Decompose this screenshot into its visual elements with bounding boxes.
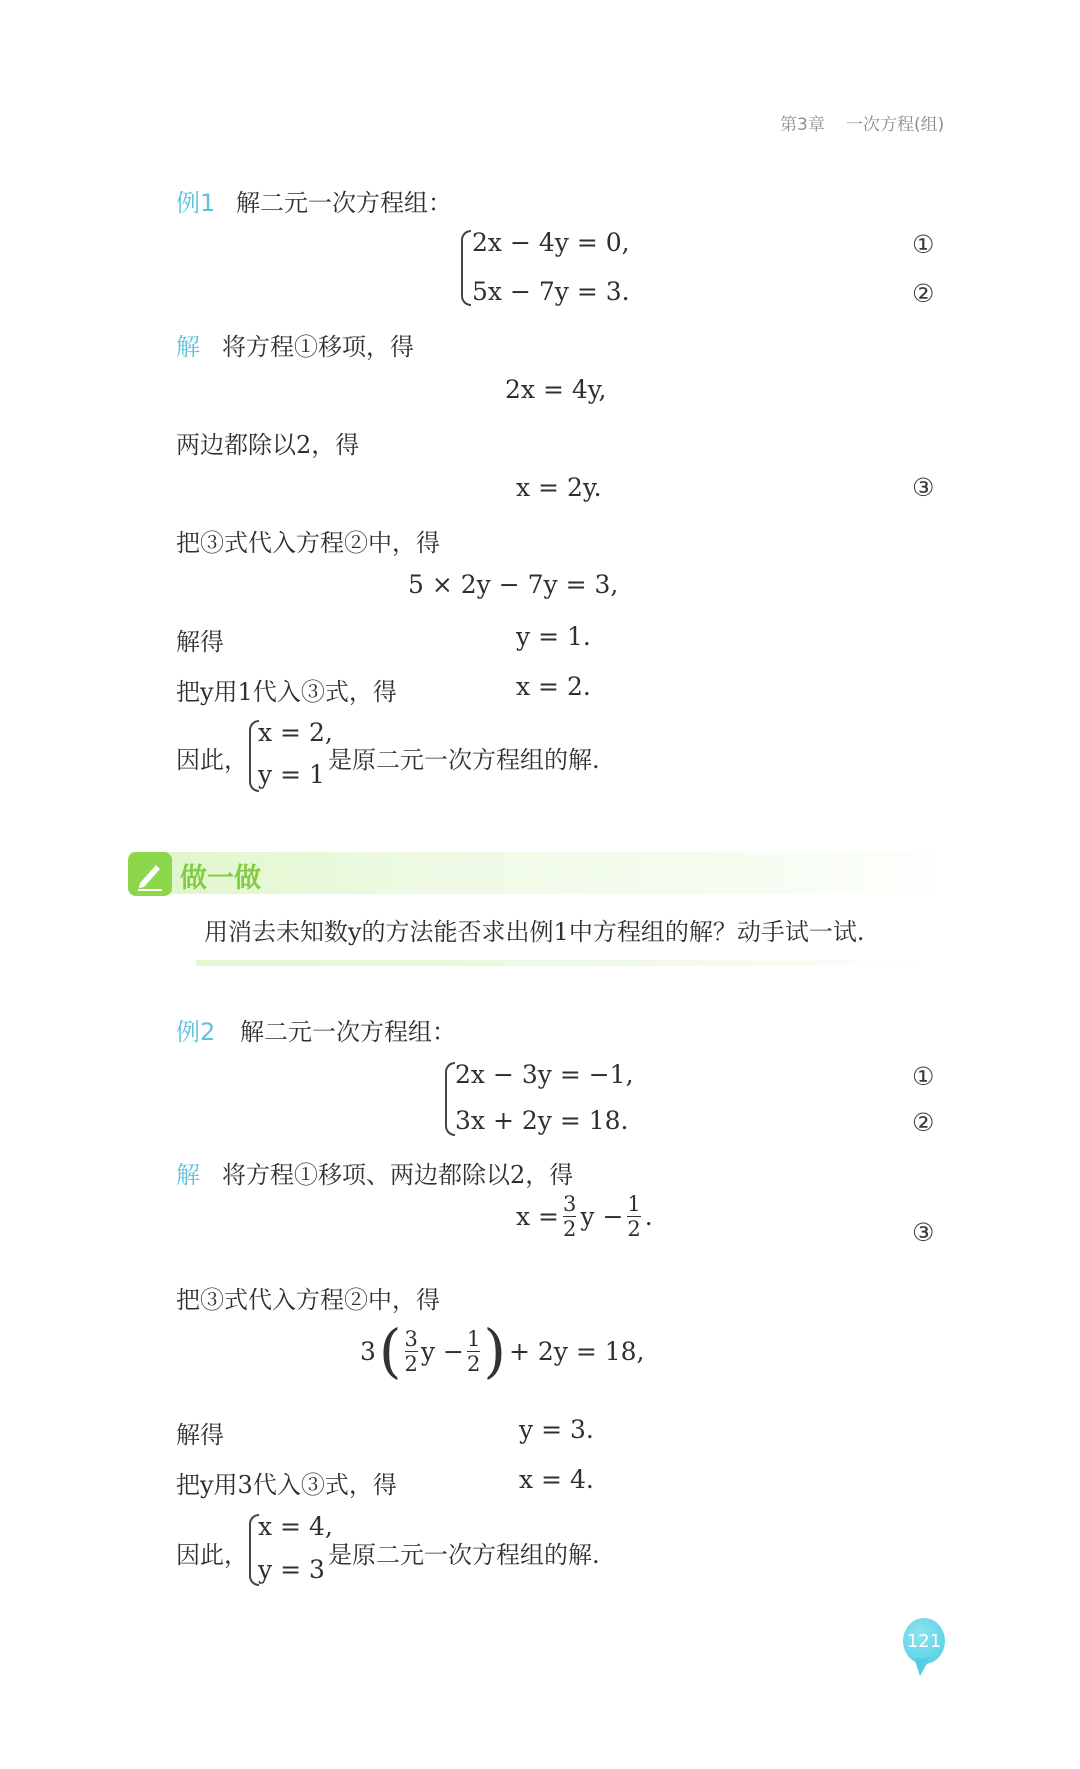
- example1-eq3: x = 2y.: [516, 473, 602, 502]
- frac-denominator: 2: [563, 1217, 577, 1241]
- example1-eq1: 2x − 4y = 0,: [472, 228, 630, 257]
- example2-mark1: ①: [912, 1062, 935, 1091]
- example2-label: 例2: [176, 1018, 216, 1046]
- example2-eq3: [516, 1192, 653, 1241]
- chapter-title: 一次方程(组): [846, 115, 945, 135]
- right-paren: ): [483, 1317, 506, 1385]
- example2-intro: 解二元一次方程组：: [240, 1018, 456, 1046]
- example2-eq2: 3x + 2y = 18.: [455, 1106, 629, 1135]
- frac-numerator: 3: [404, 1326, 418, 1351]
- example2-system-brace: [445, 1062, 455, 1136]
- example1-eq-x: x = 2.: [516, 672, 591, 701]
- example1-conclusion-pre: 因此，: [176, 746, 248, 774]
- example1-answer-y: y = 1: [258, 760, 325, 789]
- example1-system-brace: [461, 230, 471, 306]
- example1-step3: 把③式代入方程②中，得: [176, 529, 440, 557]
- page-number: 121: [906, 1630, 942, 1652]
- example1-eq2: 5x − 7y = 3.: [472, 277, 630, 306]
- example1-intro: 解二元一次方程组：: [236, 189, 452, 217]
- example2-conclusion-post: 是原二元一次方程组的解.: [328, 1541, 600, 1569]
- example1-mark2: ②: [912, 279, 935, 308]
- example1-solution-label: 解: [176, 333, 200, 361]
- frac-denominator: 2: [404, 1351, 418, 1376]
- example2-step3: 把y用3代入③式，得: [176, 1471, 397, 1499]
- try-bottom-line: [196, 960, 936, 966]
- example1-step2: 两边都除以2，得: [176, 431, 360, 459]
- example2-answer-x: x = 4,: [258, 1512, 333, 1541]
- example1-label: 例1: [176, 189, 216, 217]
- example2-answer-y: y = 3: [258, 1555, 325, 1584]
- example2-sub-tail: + 2y = 18,: [508, 1336, 645, 1366]
- example2-mark2: ②: [912, 1108, 935, 1137]
- example1-eq-sub: 5 × 2y − 7y = 3,: [408, 570, 619, 599]
- example2-solve-label: 解得: [176, 1421, 224, 1449]
- example1-mark3: ③: [912, 473, 935, 502]
- example1-mark1: ①: [912, 230, 935, 259]
- example1-solve-label: 解得: [176, 628, 224, 656]
- speech-tail-icon: [912, 1658, 934, 1678]
- frac-numerator: 3: [563, 1192, 577, 1216]
- example1-answer-x: x = 2,: [258, 718, 333, 747]
- example2-sub-coef: 3: [360, 1336, 376, 1366]
- example2-eq-sub: [360, 1317, 645, 1385]
- example2-eq3-mid: y −: [580, 1202, 624, 1231]
- example1-conclusion-post: 是原二元一次方程组的解.: [328, 746, 600, 774]
- try-title: 做一做: [180, 863, 261, 894]
- frac-denominator: 2: [627, 1217, 641, 1241]
- left-paren: (: [378, 1317, 402, 1385]
- example2-sub-frac-a: [405, 1327, 418, 1376]
- example2-step1: 将方程①移项、两边都除以2，得: [222, 1161, 574, 1189]
- example2-mark3: ③: [912, 1218, 935, 1247]
- example2-eq3-frac-a: [563, 1192, 576, 1241]
- example2-sub-frac-b: [467, 1327, 480, 1376]
- example2-eq3-frac-b: [627, 1192, 640, 1241]
- example2-conclusion-pre: 因此，: [176, 1541, 248, 1569]
- frac-numerator: 1: [466, 1326, 481, 1351]
- example2-eq3-end: .: [644, 1202, 653, 1231]
- example2-sub-mid: y −: [420, 1336, 464, 1366]
- example2-eq1: 2x − 3y = −1,: [455, 1060, 634, 1089]
- example2-eq-x: x = 4.: [519, 1465, 594, 1494]
- example1-eq-y: y = 1.: [516, 622, 591, 651]
- example1-step4: 把y用1代入③式，得: [176, 678, 397, 706]
- chapter-label: 第3章: [780, 115, 825, 135]
- pencil-icon: [128, 852, 172, 896]
- frac-numerator: 1: [627, 1192, 641, 1216]
- example2-step2: 把③式代入方程②中，得: [176, 1286, 440, 1314]
- example2-eq-y: y = 3.: [519, 1415, 594, 1444]
- frac-denominator: 2: [466, 1351, 481, 1376]
- example2-eq3-left: x =: [516, 1202, 559, 1231]
- example1-eq-move: 2x = 4y,: [505, 375, 607, 404]
- try-text: 用消去未知数y的方法能否求出例1中方程组的解？动手试一试.: [204, 918, 865, 946]
- example1-step1: 将方程①移项，得: [222, 333, 414, 361]
- example2-solution-label: 解: [176, 1161, 200, 1189]
